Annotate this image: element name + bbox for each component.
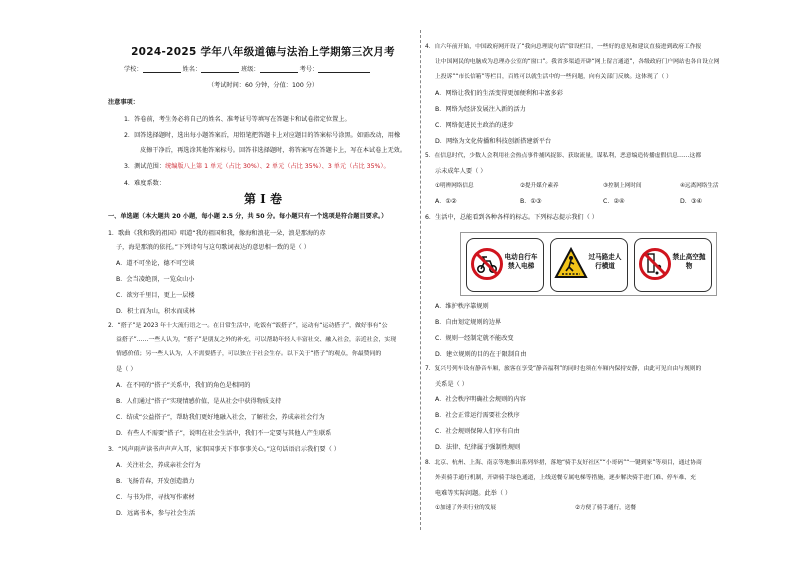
note-3 bbox=[124, 163, 390, 170]
notes-heading: 注意事项： bbox=[108, 99, 139, 106]
q2-option-d: D．有些人不需要“搭子”，说明在社会生活中，我们不一定要与其他人产生联系 bbox=[116, 430, 332, 437]
q6-stem: 6．生活中，总能看到各种各样的标志。下列标志提示我们（ ） bbox=[425, 214, 598, 221]
sign-2-text: 过马路走人行横道 bbox=[588, 253, 622, 270]
exam-no-label: 考号： bbox=[299, 66, 319, 73]
q1-option-c: C．欲穷千里目，更上一层楼 bbox=[116, 292, 195, 299]
q8-statement-1: ①加速了外卖行业的发展 bbox=[435, 505, 496, 511]
q7-stem-1: 7．复兴号列车设有静音车厢，旅客在享受“静音福利”的同时也须在车厢内保持安静，由此可见自由与规则的 bbox=[425, 366, 702, 372]
name-field[interactable] bbox=[201, 65, 239, 73]
q2-stem-1: 2．“搭子”是 2023 年十大流行语之一。在日常生活中，吃饭有“饭搭子”，运动有“运动搭子”，做好事有“公 bbox=[108, 323, 388, 329]
sign-no-throwing-from-height bbox=[634, 238, 712, 292]
q5-stem-1: 5．在信息时代，少数人会利用社会热点事件捕风捉影、获取流量，谋私利，恶意编造传播虚假信息……这都 bbox=[425, 153, 702, 159]
q2-option-b: B．人们通过“搭子”实现情感价值，是从社会中获得物质支持 bbox=[116, 398, 282, 405]
note-3-prefix: 3．测试范围： bbox=[124, 163, 166, 170]
q8-statement-2: ②方便了骑手通行，送餐 bbox=[575, 505, 636, 511]
q4-stem-2: 让中国网民的电脑成为总理办公室的“窗口”。我省多渠道开辟“网上留言通道”，各级政府门户网站也各自设立网 bbox=[435, 59, 720, 65]
q5-option-c: C．②④ bbox=[603, 198, 625, 205]
q7-option-a: A．社会秩序明确社会规则的内容 bbox=[435, 396, 526, 403]
q7-option-c: C．社会规则保障人们享有自由 bbox=[435, 428, 520, 435]
sign-no-ebike-in-elevator bbox=[466, 238, 544, 292]
section1-heading: 一、单选题（本大题共 20 小题，每小题 2.5 分，共 50 分。每小题只有一个选项是符合题目要求。） bbox=[108, 213, 388, 220]
q3-option-d: D．远离书本，参与社会生活 bbox=[116, 510, 196, 517]
school-field[interactable] bbox=[143, 65, 181, 73]
q6-sign-figure bbox=[460, 232, 717, 296]
note-3-scope: 统编版八上第 1 单元（占比 30%）、2 单元（占比 35%）、3 单元（占比 35%）。 bbox=[165, 163, 390, 170]
section-title: 第 I 卷 bbox=[244, 192, 282, 206]
q5-statement-4: ④远离网络生活 bbox=[680, 183, 719, 189]
student-info-line bbox=[124, 64, 370, 73]
q5-statement-2: ②提升媒介素养 bbox=[520, 183, 559, 189]
note-4: 4．难度系数： bbox=[124, 180, 166, 187]
exam-no-field[interactable] bbox=[318, 65, 370, 73]
q3-option-b: B．飞扬青春，开发创造潜力 bbox=[116, 478, 195, 485]
q2-stem-3: 情感价值；另一些人认为，人不需要搭子，可以独立于社会生存。以下关于“搭子”的观点，你最赞同的 bbox=[116, 351, 382, 357]
school-label: 学校： bbox=[124, 66, 143, 73]
no-throwing-icon bbox=[638, 247, 672, 281]
q1-option-d: D．积土而为山，积水而成林 bbox=[116, 308, 196, 315]
q1-option-b: B．会当凌绝顶，一览众山小 bbox=[116, 276, 195, 283]
q4-option-d: D．网络为文化传播和科技创新搭建新平台 bbox=[435, 138, 552, 145]
exam-info: （考试时间：60 分钟，分值：100 分） bbox=[207, 82, 319, 89]
no-ebike-icon bbox=[470, 247, 504, 281]
q5-statement-3: ③控制上网时间 bbox=[603, 183, 642, 189]
q7-option-b: B．社会正常运行需要社会秩序 bbox=[435, 412, 520, 419]
q6-option-b: B．自由划定规则的边界 bbox=[435, 319, 502, 326]
q2-option-c: C．结成“公益搭子”，帮助我们更好地融入社会，了解社会，养成亲社会行为 bbox=[116, 414, 325, 421]
q7-option-d: D．法律、纪律属于强制性规则 bbox=[435, 444, 521, 451]
sign-1-text: 电动自行车禁入电梯 bbox=[504, 253, 538, 270]
q6-option-a: A．维护秩序靠规则 bbox=[435, 303, 489, 310]
q8-stem-2: 外卖骑手通行机制，开辟骑手绿色通道，上线送餐专属电梯等措施，逐步解决骑手进门难、停车难、充 bbox=[435, 475, 696, 481]
q5-option-d: D．③④ bbox=[680, 198, 703, 205]
q2-stem-4: 是（ ） bbox=[116, 366, 137, 373]
class-label: 班级： bbox=[241, 66, 260, 73]
q4-option-c: C．网络促进民主政治的进步 bbox=[435, 122, 514, 129]
q1-option-a: A．道不可坐论，德不可空谈 bbox=[116, 260, 195, 267]
q1-stem-2: 子，海是那浪的依托。”下列诗句与这句歌词表达的意思相一致的是（ ） bbox=[116, 244, 310, 251]
crosswalk-warning-icon bbox=[554, 247, 588, 281]
q1-stem-1: 1．歌曲《我和我的祖国》唱道“我的祖国和我，像海和浪花一朵，浪是那海的赤 bbox=[108, 230, 326, 237]
note-2b: 皮擦干净后，再选涂其他答案标号。回答非选择题时，将答案写在答题卡上，写在本试卷上无效。 bbox=[140, 147, 407, 154]
name-label: 姓名： bbox=[182, 66, 202, 73]
q3-stem: 3．“风声雨声读书声声声入耳，家事国事天下事事事关心。”这句话语启示我们要（ ） bbox=[108, 446, 340, 453]
sign-use-crosswalk bbox=[550, 238, 628, 292]
class-field[interactable] bbox=[260, 65, 298, 73]
q6-option-c: C．规则一经制定就不能改变 bbox=[435, 335, 514, 342]
q2-option-a: A．在不同的“搭子”关系中，我们的角色是相同的 bbox=[116, 382, 251, 389]
q5-statement-1: ①明辨网络信息 bbox=[435, 183, 474, 189]
note-1: 1．答卷前，考生务必将自己的姓名、准考证号等填写在答题卡和试卷指定位置上。 bbox=[124, 116, 351, 123]
page-title: 2024-2025 学年八年级道德与法治上学期第三次月考 bbox=[131, 46, 395, 58]
q3-option-a: A．关注社会，养成亲社会行为 bbox=[116, 462, 201, 469]
column-divider bbox=[420, 30, 421, 530]
note-2a: 2．回答选择题时，选出每小题答案后，用铅笔把答题卡上对应题目的答案标号涂黑。如需改动，用橡 bbox=[124, 132, 401, 139]
q4-option-b: B．网络为经济发展注入新的活力 bbox=[435, 106, 526, 113]
q4-stem-3: 上投诉”“市长信箱”等栏目，百姓可以就生活中的一些问题，向有关部门反映。这体现了（ ） bbox=[435, 74, 672, 80]
q6-option-d: D．建立规则的目的在于限制自由 bbox=[435, 351, 527, 358]
q5-stem-2: 示未成年人要（ ） bbox=[435, 168, 487, 175]
q3-option-c: C．与书为伴，寻找写作素材 bbox=[116, 494, 195, 501]
q7-stem-2: 关系是（ ） bbox=[435, 381, 468, 388]
q8-stem-1: 8．北京、杭州、上海、南京等地推出系列举措，落地“骑手友好社区”“小哥码”“一键到家”等项目，通过协商 bbox=[425, 460, 702, 466]
q8-stem-3: 电难等实际问题。此举（ ） bbox=[435, 490, 512, 497]
q2-stem-2: 益搭子”……一些人认为，“搭子”是朋友之外的补充，可以帮助年轻人丰富社交、融入社会，亲近社会，实现 bbox=[116, 337, 397, 343]
q5-option-a: A．①② bbox=[435, 198, 457, 205]
q4-option-a: A．网络让我们的生活变得更加便利和丰富多彩 bbox=[435, 90, 563, 97]
q5-option-b: B．①③ bbox=[520, 198, 542, 205]
sign-3-text: 禁止高空抛物 bbox=[672, 253, 706, 270]
q4-stem-1: 4．自六年前开始，中国政府网开设了“我向总理说句话”常设栏目，一些好的意见和建议直接进到政府工作报 bbox=[425, 44, 702, 50]
